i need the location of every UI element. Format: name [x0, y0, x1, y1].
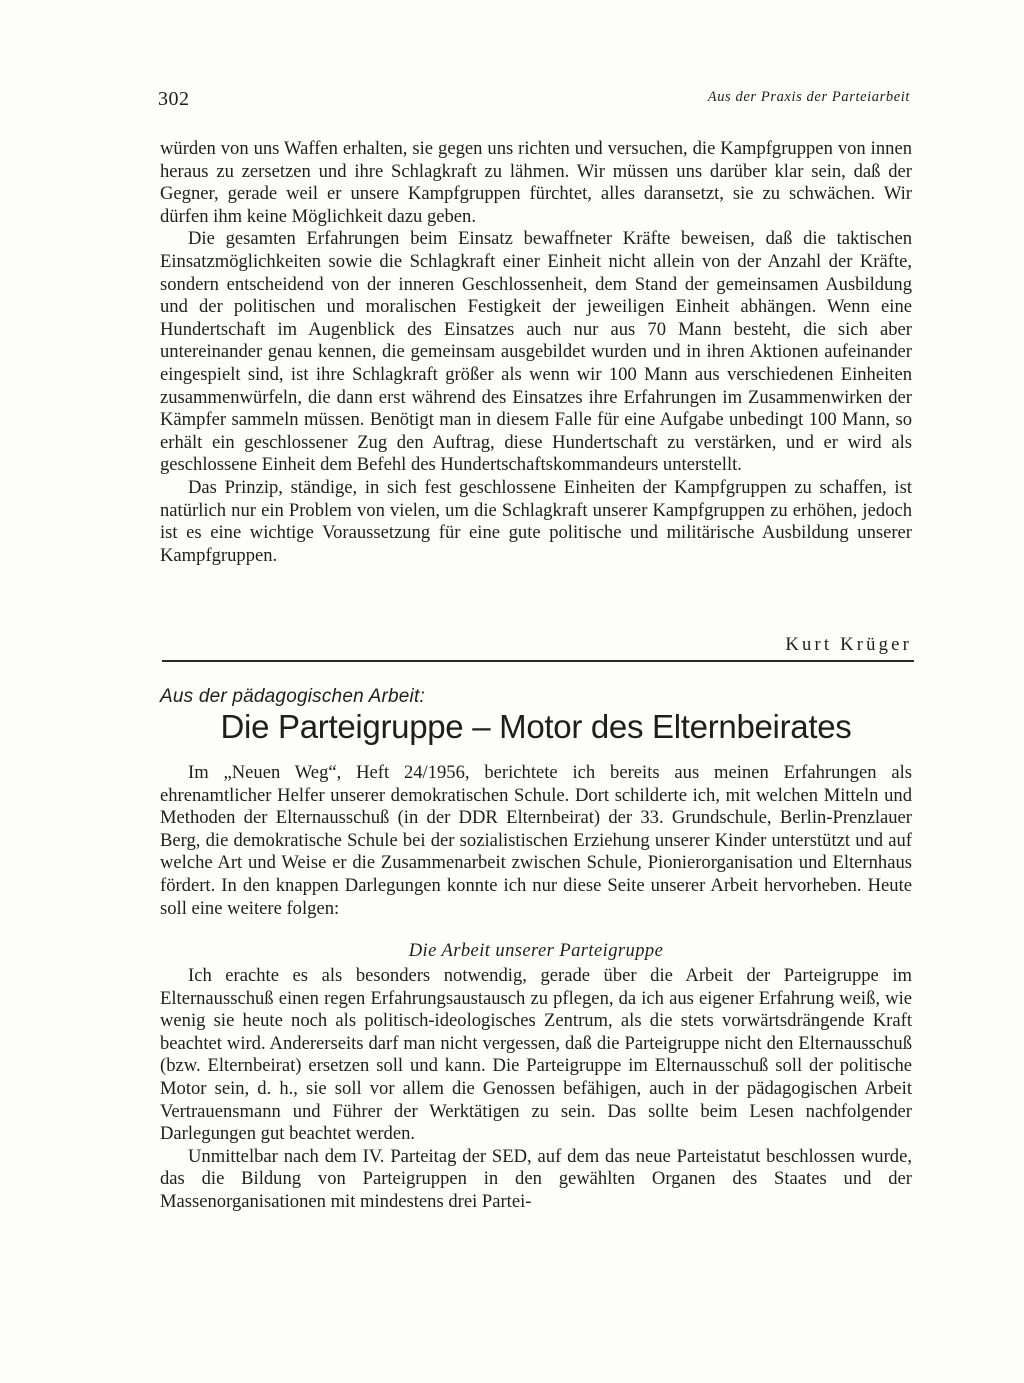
running-title: Aus der Praxis der Parteiarbeit: [707, 89, 910, 105]
article-title: Die Parteigruppe – Motor des Elternbeirates: [220, 708, 852, 745]
paragraph: Unmittelbar nach dem IV. Parteitag der SED, auf dem das neue Parteistatut beschlossen wurde, das die Bildung von Parteigruppen in den gewählten Organen des Staates und der Massenorganisationen mit mindestens drei Partei-: [160, 1145, 912, 1212]
paragraph: Ich erachte es als besonders notwendig, gerade über die Arbeit der Parteigruppe im Elternausschuß einen regen Erfahrungsaustausch zu pflegen, da ich aus eigener Erfahrung weiß, wie wenig sie heute noch als politisch-ideologisches Zentrum, als die stets vorwärtsdrängende Kraft beachtet wird. Andererseits darf man nicht vergessen, daß die Parteigruppe nicht den Elternausschuß (bzw. Elternbeirat) ersetzen soll und kann. Die Parteigruppe im Elternausschuß soll der politische Motor sein, d. h., sie soll vor allem die Genossen befähigen, auch in der pädagogischen Arbeit Vertrauensmann und Führer der Werktätigen zu sein. Das sollte beim Lesen nachfolgender Darlegungen gut beachtet werden.: [160, 965, 912, 1145]
page-number: 302: [158, 88, 190, 110]
article-intro: [160, 762, 912, 920]
paragraph: Die gesamten Erfahrungen beim Einsatz bewaffneter Kräfte beweisen, daß die taktischen Einsatzmöglichkeiten sowie die Schlagkraft einer Einheit nicht allein von der Anzahl der Kräfte, sondern entscheidend von der inneren Geschlossenheit, dem Stand der gemeinsamen Ausbildung und der politischen und moralischen Festigkeit der jeweiligen Einheit abhängen. Wenn eine Hundertschaft im Augenblick des Einsatzes auch nur aus 70 Mann besteht, die sich aber untereinander genau kennen, die gemeinsam ausgebildet wurden und in ihren Aktionen aufeinander eingespielt sind, ist ihre Schlagkraft größer als wenn wir 100 Mann aus verschiedenen Einheiten zusammenwürfeln, die dann erst während des Einsatzes ihre Erfahrungen im Zusammenwirken der Kämpfer sammeln müssen. Benötigt man in diesem Falle für eine Aufgabe unbedingt 100 Mann, so erhält ein geschlossener Zug den Auftrag, diese Hundertschaft zu verstärken, und er wird als geschlossene Einheit dem Befehl des Hundertschaftskommandeurs unterstellt.: [160, 228, 912, 476]
paragraph: Das Prinzip, ständige, in sich fest geschlossene Einheiten der Kampfgruppen zu schaffen, ist natürlich nur ein Problem von vielen, um die Schlagkraft unserer Kampfgruppen zu erhöhen, jedoch ist es eine wichtige Voraussetzung für eine gute politische und militärische Ausbildung unserer Kampfgruppen.: [160, 476, 912, 566]
article-kampfgruppen-body: [160, 138, 912, 567]
section-divider: [162, 660, 914, 662]
page-header: [150, 86, 916, 116]
article-parteigruppe-body: [160, 965, 912, 1214]
author-signature: Kurt Krüger: [785, 634, 912, 655]
paragraph: Im „Neuen Weg“, Heft 24/1956, berichtete ich bereits aus meinen Erfahrungen als ehrenamtlicher Helfer unserer demokratischen Schule. Dort schilderte ich, mit welchen Mitteln und Methoden der Elternausschuß (in der DDR Elternbeirat) der 33. Grundschule, Berlin-Prenzlauer Berg, die demokratische Schule bei der sozialistischen Erziehung unserer Kinder unterstützt und auf welche Art und Weise er die Zusammenarbeit zwischen Schule, Pionierorganisation und Elternhaus fördert. In den knappen Darlegungen konnte ich nur diese Seite unserer Arbeit hervorheben. Heute soll eine weitere folgen:: [160, 762, 912, 919]
section-kicker: Aus der pädagogischen Arbeit:: [160, 686, 425, 707]
paragraph: würden von uns Waffen erhalten, sie gegen uns richten und versuchen, die Kampfgruppen von innen heraus zu zersetzen und ihre Schlagkraft zu lähmen. Wir müssen uns darüber klar sein, daß der Gegner, gerade weil er unsere Kampfgruppen fürchtet, alles daransetzt, sie zu schwächen. Wir dürfen ihm keine Möglichkeit dazu geben.: [160, 138, 912, 227]
section-subheading: Die Arbeit unserer Parteigruppe: [408, 940, 664, 961]
